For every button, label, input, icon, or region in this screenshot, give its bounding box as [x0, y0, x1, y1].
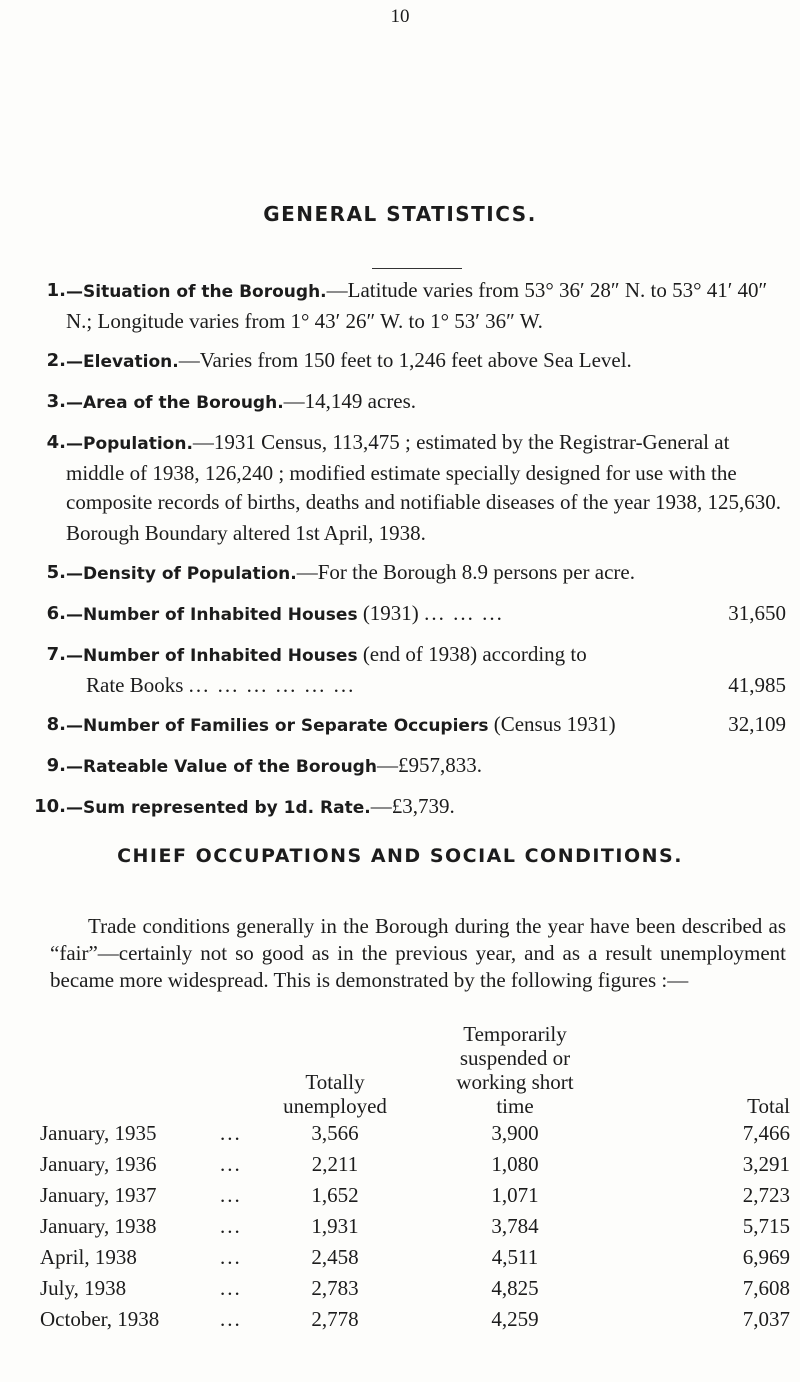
stat-number: 3.: [46, 391, 66, 412]
cell-temporarily: 1,080: [491, 1152, 539, 1176]
stat-text: —Latitude varies from 53° 36′ 28″ N. to 53° 41′ 40″ N.; Longitude varies from 1° 43′ 26″ W. to 1° 53′ 36″ W.: [66, 278, 768, 333]
stat-text: (1931): [362, 601, 419, 625]
stat-item-inhabited-houses-1931: [26, 599, 786, 630]
table-row: [40, 1180, 790, 1211]
cell-total: 5,715: [742, 1214, 790, 1238]
table-header-row: [40, 1022, 790, 1118]
dot-leader: ... ... ... ... ... ...: [188, 673, 356, 697]
section-title-occupations: CHIEF OCCUPATIONS AND SOCIAL CONDITIONS.: [117, 845, 683, 867]
dot-leader: ...: [220, 1152, 242, 1176]
divider-rule: [372, 268, 462, 269]
cell-temporarily: 4,511: [491, 1245, 539, 1269]
header-month: [40, 1022, 220, 1118]
stat-text: —Varies from 150 feet to 1,246 feet above Sea Level.: [178, 348, 632, 372]
cell-totally: 2,458: [311, 1245, 359, 1269]
stat-text-line2: Rate Books: [86, 673, 184, 697]
stat-label: —Number of Inhabited Houses: [66, 646, 358, 666]
stat-label: —Rateable Value of the Borough: [66, 757, 377, 777]
header-text: time: [496, 1094, 534, 1118]
cell-month: January, 1937: [40, 1183, 157, 1207]
cell-temporarily: 1,071: [491, 1183, 539, 1207]
stat-item-population: [26, 428, 786, 548]
stat-item-inhabited-houses-1938: [26, 640, 786, 700]
stat-label: —Number of Families or Separate Occupiers: [66, 716, 489, 736]
header-temporarily-suspended: [400, 1022, 630, 1118]
cell-month: January, 1936: [40, 1152, 157, 1176]
stat-item-rateable-value: [26, 751, 786, 782]
stat-text: (end of 1938) according to: [362, 642, 587, 666]
header-text: Temporarily: [463, 1022, 567, 1046]
header-text: Totally: [305, 1070, 365, 1094]
stat-label: —Population.: [66, 434, 193, 454]
cell-temporarily: 4,825: [491, 1276, 539, 1300]
stat-item-elevation: [26, 346, 786, 377]
header-totally-unemployed: [270, 1022, 400, 1118]
stat-label: —Area of the Borough.: [66, 393, 284, 413]
stat-label: —Number of Inhabited Houses: [66, 605, 358, 625]
stat-text: —For the Borough 8.9 persons per acre.: [296, 560, 635, 584]
stat-number: 7.: [46, 644, 66, 665]
stat-number: 1.: [46, 280, 66, 301]
stat-note: Borough Boundary altered 1st April, 1938.: [66, 521, 426, 545]
cell-month: January, 1938: [40, 1214, 157, 1238]
header-text: unemployed: [283, 1094, 387, 1118]
stat-item-penny-rate: [26, 792, 786, 823]
cell-month: July, 1938: [40, 1276, 127, 1300]
header-total: Total: [747, 1094, 790, 1118]
cell-total: 3,291: [742, 1152, 790, 1176]
table-row: [40, 1304, 790, 1335]
stat-number: 5.: [46, 562, 66, 583]
cell-total: 6,969: [742, 1245, 790, 1269]
unemployment-table: [40, 1022, 790, 1335]
cell-totally: 2,778: [311, 1307, 359, 1331]
cell-month: January, 1935: [40, 1121, 157, 1145]
stat-text: —£957,833.: [376, 753, 482, 777]
stat-label: —Elevation.: [66, 352, 179, 372]
stat-value: 32,109: [728, 712, 786, 736]
table-row: [40, 1211, 790, 1242]
table-row: [40, 1149, 790, 1180]
table-row: [40, 1273, 790, 1304]
header-text: suspended or: [459, 1046, 571, 1070]
stat-number: 4.: [46, 432, 66, 453]
dot-leader: ...: [220, 1214, 242, 1238]
header-spacer: [220, 1022, 270, 1118]
dot-leader: ...: [220, 1183, 242, 1207]
cell-totally: 3,566: [311, 1121, 359, 1145]
table-row: [40, 1242, 790, 1273]
stat-label: —Density of Population.: [66, 564, 297, 584]
stat-number: 9.: [46, 755, 66, 776]
cell-temporarily: 4,259: [491, 1307, 539, 1331]
stat-number: 2.: [46, 350, 66, 371]
trade-conditions-paragraph: Trade conditions generally in the Borough during the year have been described as “fair”—certainly not so good as in the previous year, and as a result unemployment became more widespread. This is demonstrated by the following figures :—: [50, 914, 786, 992]
stat-text: —14,149 acres.: [283, 389, 417, 413]
stat-item-situation: [26, 276, 786, 336]
stat-item-families: [26, 710, 786, 741]
cell-temporarily: 3,784: [491, 1214, 539, 1238]
stat-value: 31,650: [728, 601, 786, 625]
dot-leader: ... ... ...: [424, 601, 504, 625]
dot-leader: ...: [220, 1245, 242, 1269]
cell-total: 7,466: [742, 1121, 790, 1145]
stat-value: 41,985: [728, 673, 786, 697]
stat-number: 6.: [46, 603, 66, 624]
dot-leader: ...: [220, 1307, 242, 1331]
cell-temporarily: 3,900: [491, 1121, 539, 1145]
stat-text: —£3,739.: [370, 794, 455, 818]
cell-month: April, 1938: [40, 1245, 137, 1269]
cell-total: 2,723: [742, 1183, 790, 1207]
stat-label: —Situation of the Borough.: [66, 282, 327, 302]
cell-totally: 1,652: [311, 1183, 359, 1207]
cell-totally: 2,211: [311, 1152, 359, 1176]
stat-item-area: [26, 387, 786, 418]
page-number: 10: [390, 6, 410, 27]
stat-text: —1931 Census, 113,475 ; estimated by the Registrar-General at middle of 1938, 126,240 ; modified estimate specially designed for use with the composite records of births, deaths and notifiable diseases of the year 1938, 125,630.: [66, 430, 781, 514]
cell-totally: 2,783: [311, 1276, 359, 1300]
cell-totally: 1,931: [311, 1214, 359, 1238]
table-row: [40, 1118, 790, 1149]
dot-leader: ...: [220, 1121, 242, 1145]
header-text: working short: [456, 1070, 574, 1094]
statistics-list: [26, 276, 786, 823]
cell-month: October, 1938: [40, 1307, 160, 1331]
dot-leader: ...: [220, 1276, 242, 1300]
stat-label: —Sum represented by 1d. Rate.: [66, 798, 371, 818]
stat-item-density: [26, 558, 786, 589]
stat-number: 10.: [34, 796, 66, 817]
section-title-general-statistics: GENERAL STATISTICS.: [263, 202, 537, 226]
stat-text: (Census 1931): [493, 712, 616, 736]
cell-total: 7,037: [742, 1307, 790, 1331]
stat-number: 8.: [46, 714, 66, 735]
cell-total: 7,608: [742, 1276, 790, 1300]
